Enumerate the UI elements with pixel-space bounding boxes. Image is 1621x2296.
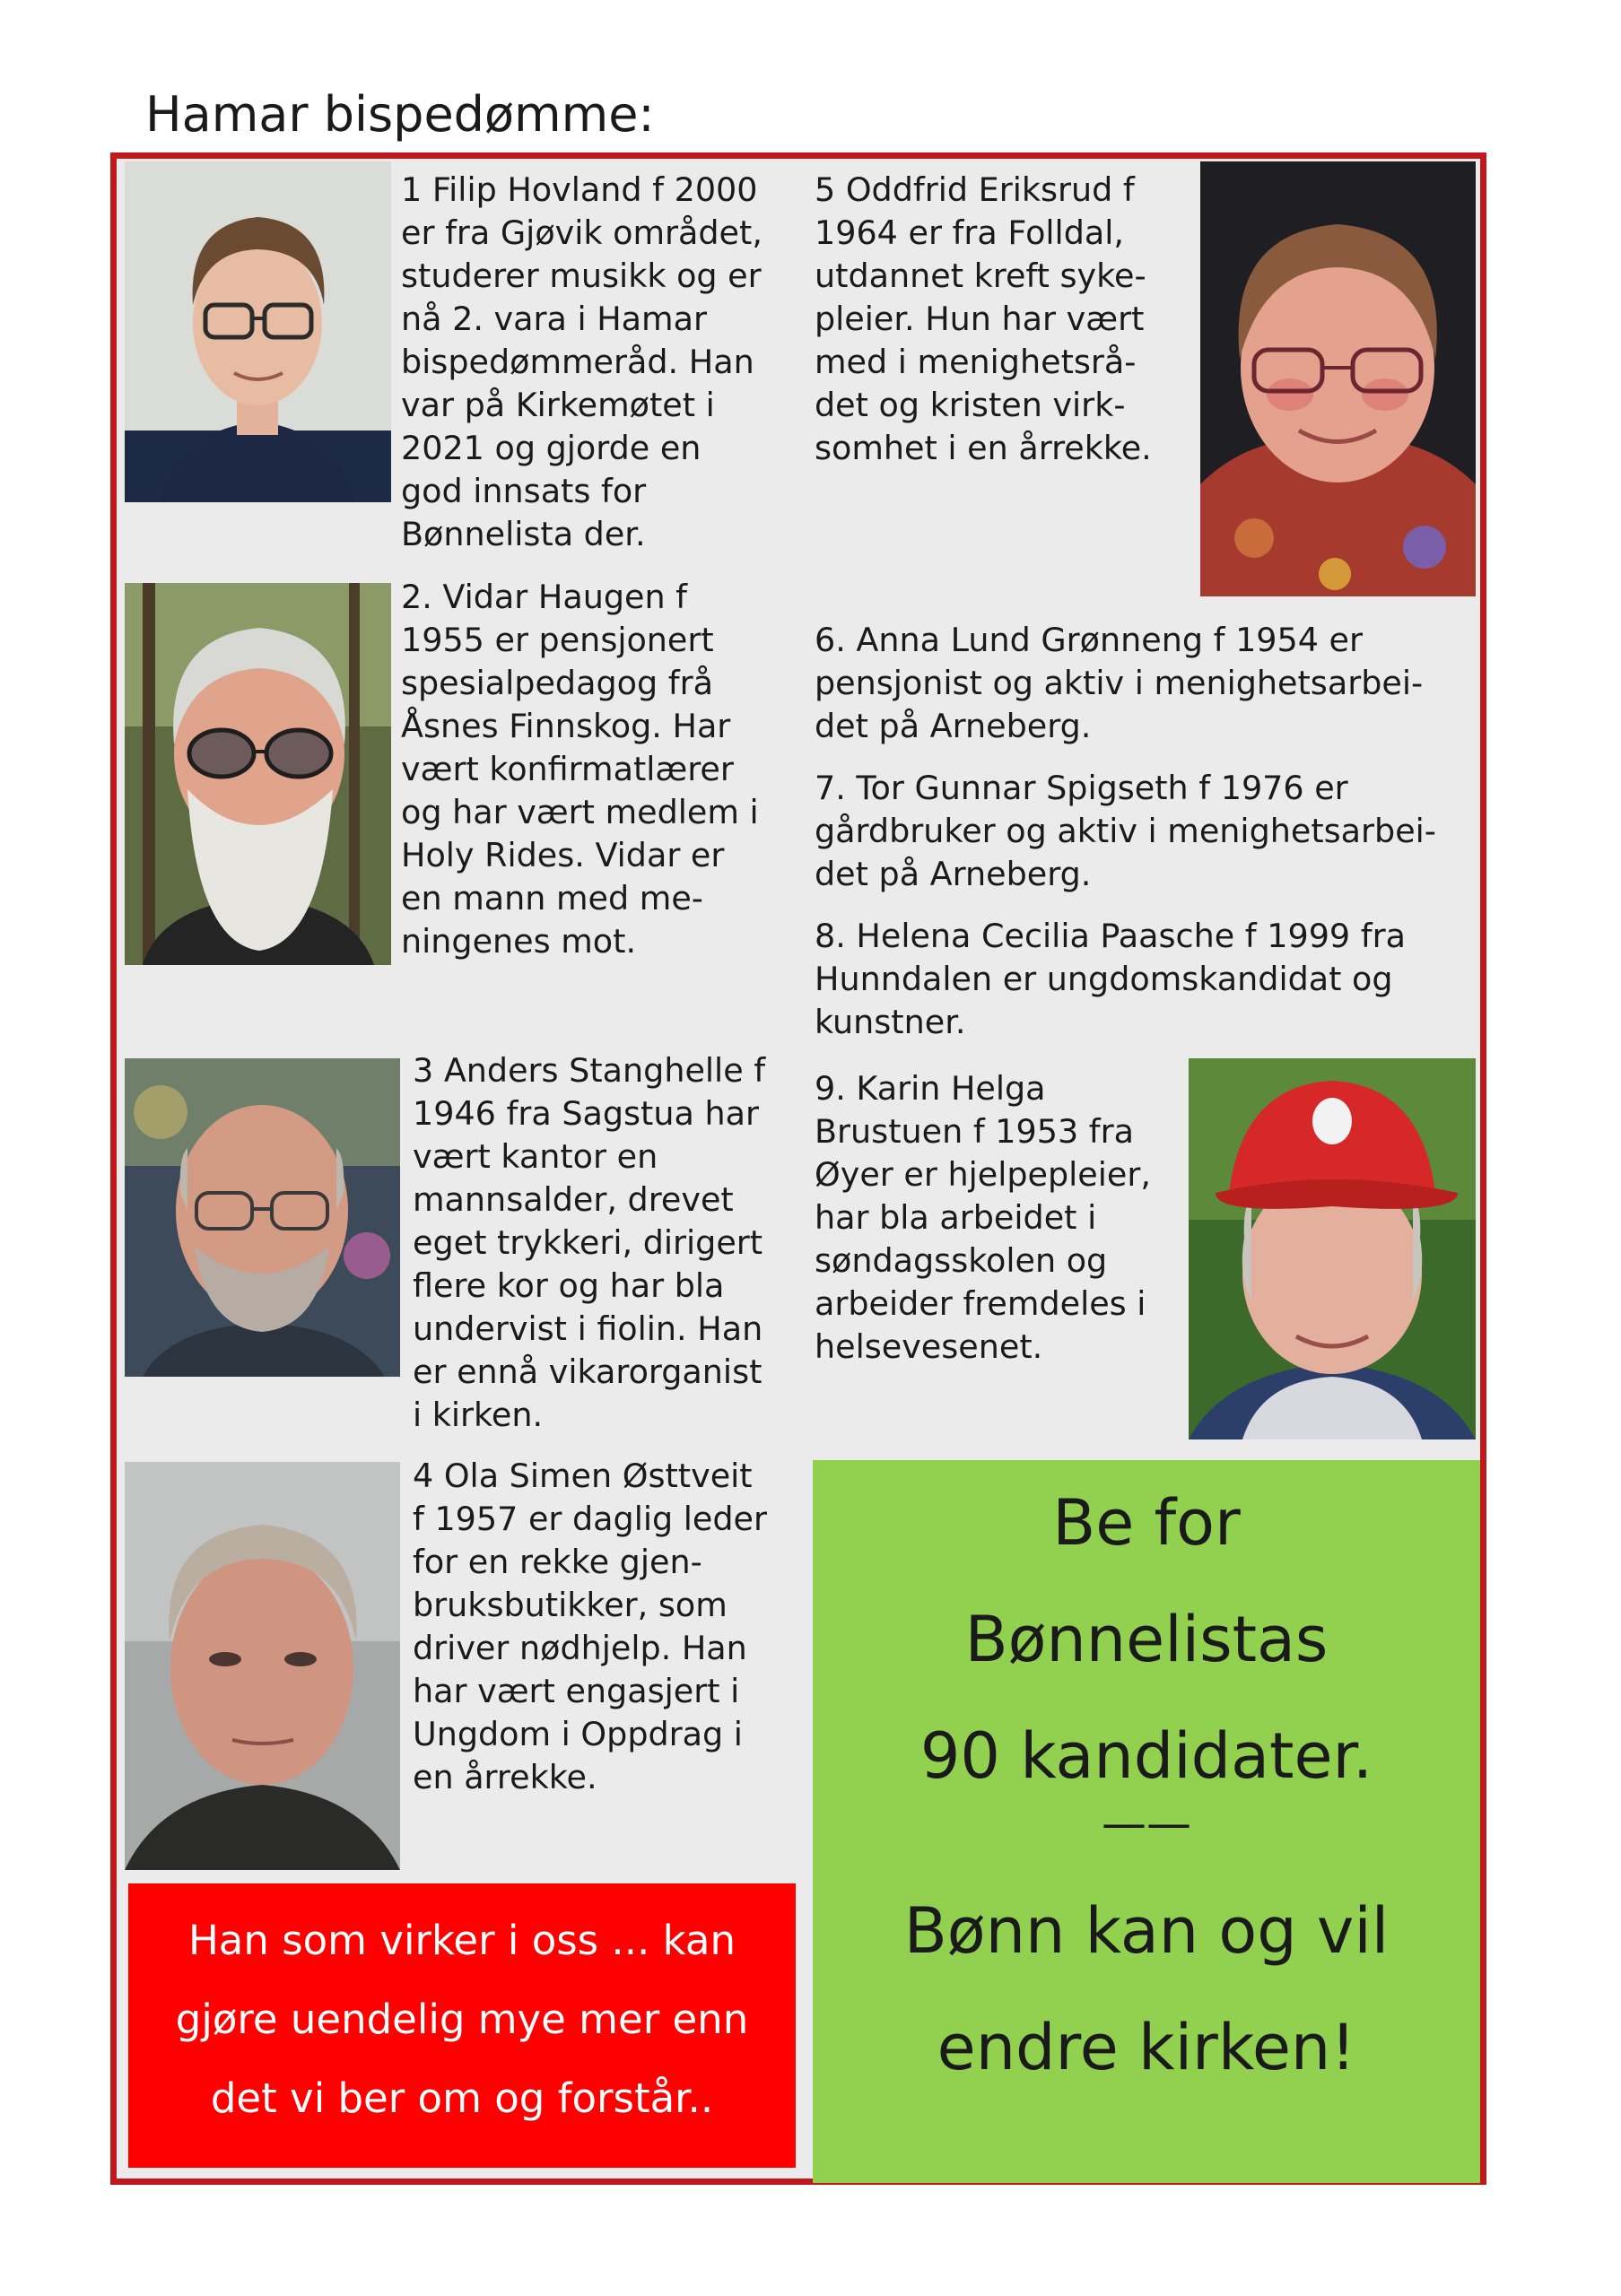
candidate-bio-7: 7. Tor Gunnar Spigseth f 1976 er gårdbruker og aktiv i menighetsarbei- det på Arneberg. (815, 769, 1436, 893)
candidate-bio-8: 8. Helena Cecilia Paasche f 1999 fra Hunndalen er ungdomskandidat og kunstner. (815, 917, 1406, 1041)
prayer-call-line-3: 90 kandidater. (919, 1719, 1373, 1793)
candidate-photo-1 (125, 161, 391, 502)
prayer-call-line-4: Bønn kan og vil (903, 1894, 1390, 1968)
candidate-bio-5: 5 Oddfrid Eriksrud f 1964 er fra Folldal, utdannet kreft syke- pleier. Hun har vært med i menighetsrå- det og kristen virk- somhet i en årrekke. (815, 170, 1152, 467)
prayer-call-line-1: Be for (1052, 1486, 1241, 1560)
page-title: Hamar bispedømme: (145, 86, 655, 143)
candidate-photo-9 (1189, 1058, 1476, 1439)
candidate-bio-6: 6. Anna Lund Grønneng f 1954 er pensjonist og aktiv i menighetsarbei- det på Arneberg. (815, 621, 1424, 745)
prayer-call-divider: —— (1102, 1797, 1191, 1849)
prayer-call-line-2: Bønnelistas (964, 1603, 1329, 1676)
prayer-call-banner (813, 1460, 1480, 2183)
prayer-call-line-5: endre kirken! (937, 2011, 1356, 2084)
candidate-bio-1: 1 Filip Hovland f 2000 er fra Gjøvik området, studerer musikk og er nå 2. vara i Hamar bispedømmeråd. Han var på Kirkemøtet i 2021 og gjorde en god innsats for Bønnelista der. (401, 170, 763, 553)
candidate-bio-9: 9. Karin Helga Brustuen f 1953 fra Øyer er hjelpepleier, har bla arbeidet i søndagsskolen og arbeider fremdeles i helsevesenet. (815, 1069, 1151, 1366)
candidate-bio-4: 4 Ola Simen Østtveit f 1957 er daglig leder for en rekke gjen- bruksbutikker, som driver nødhjelp. Han har vært engasjert i Ungdom i Oppdrag i en årrekke. (413, 1457, 767, 1796)
candidate-photo-2 (125, 583, 391, 965)
candidate-photo-4 (125, 1462, 400, 1870)
candidate-bio-3: 3 Anders Stanghelle f 1946 fra Sagstua har vært kantor en mannsalder, drevet eget trykkeri, dirigert flere kor og har bla undervist i fiolin. Han er ennå vikarorganist i kirken. (413, 1051, 766, 1434)
scripture-quote-banner: Han som virker i oss ... kan gjøre uendelig mye mer enn det vi ber om og forstår.. (128, 1883, 796, 2168)
candidate-bio-2: 2. Vidar Haugen f 1955 er pensjonert spesialpedagog frå Åsnes Finnskog. Har vært konfirmatlærer og har vært medlem i Holy Rides. Vidar er en mann med me- ningenes mot. (401, 578, 759, 961)
candidate-photo-5 (1200, 161, 1476, 596)
candidate-photo-3 (125, 1058, 400, 1377)
